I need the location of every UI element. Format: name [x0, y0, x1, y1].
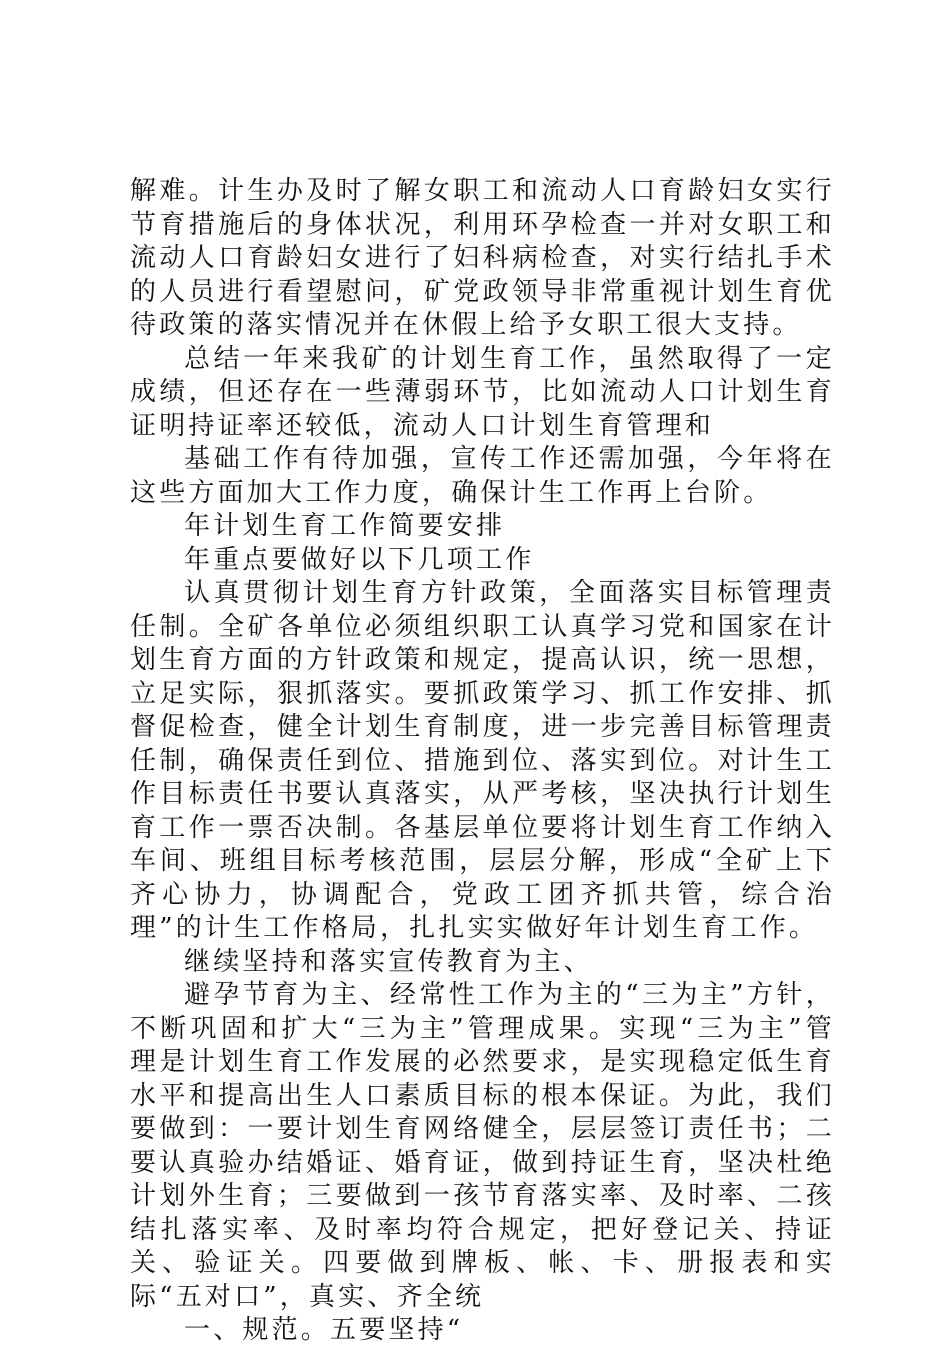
paragraph-2: 总结一年来我矿的计划生育工作，虽然取得了一定成绩，但还存在一些薄弱环节，比如流动人口计划生育证明持证率还较低，流动人口计划生育管理和	[130, 343, 835, 441]
paragraph-3: 基础工作有待加强，宣传工作还需加强，今年将在这些方面加大工作力度，确保计生工作再上台阶。	[130, 444, 835, 508]
paragraph-1: 解难。计生办及时了解女职工和流动人口育龄妇女实行节育措施后的身体状况，利用环孕检查一并对女职工和流动人口育龄妇女进行了妇科病检查，对实行结扎手术的人员进行看望慰问，矿党政领导非常重视计划生育优待政策的落实情况并在休假上给予女职工很大支持。	[130, 176, 835, 340]
paragraph-8: 避孕节育为主、经常性工作为主的“三为主”方针，不断巩固和扩大“三为主”管理成果。实现“三为主”管理是计划生育工作发展的必然要求，是实现稳定低生育水平和提高出生人口素质目标的根本保证。为此，我们要做到：一要计划生育网络健全，层层签订责任书；二要认真验办结婚证、婚育证，做到持证生育，坚决杜绝计划外生育；三要做到一孩节育落实率、及时率、二孩结扎落实率、及时率均符合规定，把好登记关、持证关、验证关。四要做到牌板、帐、卡、册报表和实际“五对口”，真实、齐全统	[130, 980, 835, 1312]
paragraph-9: 一、规范。五要坚持“	[184, 1315, 464, 1345]
paragraph-6: 认真贯彻计划生育方针政策，全面落实目标管理责任制。全矿各单位必须组织职工认真学习党和国家在计划生育方面的方针政策和规定，提高认识，统一思想，立足实际，狠抓落实。要抓政策学习、抓工作安排、抓督促检查，健全计划生育制度，进一步完善目标管理责任制，确保责任到位、措施到位、落实到位。对计生工作目标责任书要认真落实，从严考核，坚决执行计划生育工作一票否决制。各基层单位要将计划生育工作纳入车间、班组目标考核范围，层层分解，形成“全矿上下齐心协力，协调配合，党政工团齐抓共管，综合治理”的计生工作格局，扎扎实实做好年计划生育工作。	[130, 578, 835, 943]
paragraph-5-heading: 年重点要做好以下几项工作	[184, 544, 535, 575]
paragraph-7: 继续坚持和落实宣传教育为主、	[184, 946, 593, 977]
paragraph-4-heading: 年计划生育工作简要安排	[184, 511, 506, 541]
document-body	[130, 175, 835, 1348]
